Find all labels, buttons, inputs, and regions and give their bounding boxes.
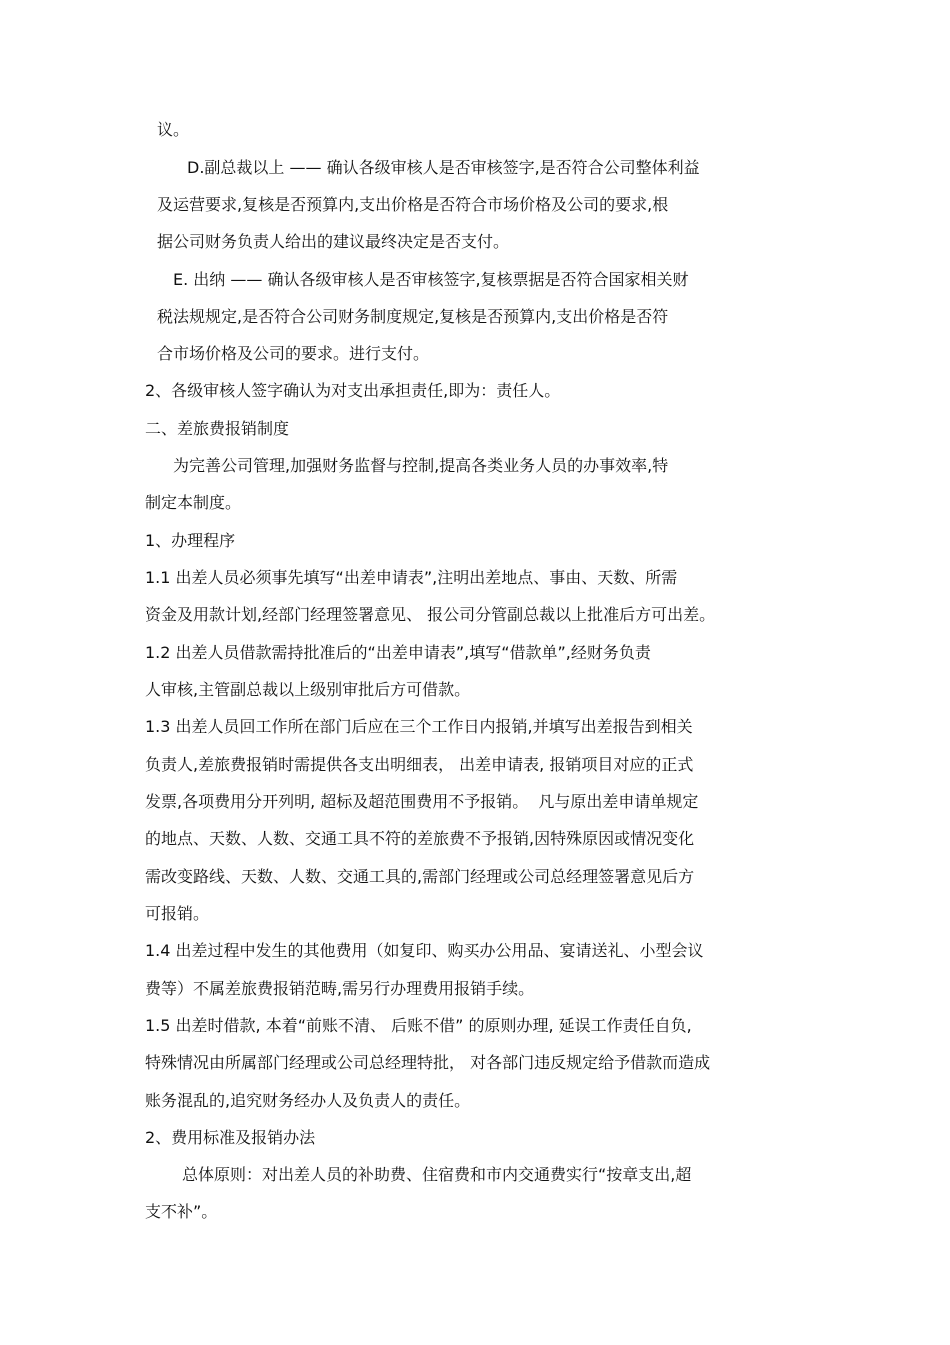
- text-line: 税法规规定,是否符合公司财务制度规定,复核是否预算内,支出价格是否符: [157, 307, 669, 326]
- text-line: 及运营要求,复核是否预算内,支出价格是否符合市场价格及公司的要求,根: [157, 195, 669, 214]
- text-line: 1.2 出差人员借款需持批准后的“出差申请表”,填写“借款单”,经财务负责: [145, 643, 651, 662]
- text-line: 合市场价格及公司的要求。进行支付。: [157, 344, 430, 363]
- text-line: 2、各级审核人签字确认为对支出承担责任,即为：责任人。: [145, 381, 561, 400]
- text-line: 账务混乱的,追究财务经办人及负责人的责任。: [145, 1091, 471, 1110]
- text-line: 据公司财务负责人给出的建议最终决定是否支付。: [157, 232, 510, 251]
- text-line: 的地点、天数、人数、交通工具不符的差旅费不予报销,因特殊原因或情况变化: [145, 829, 695, 848]
- text-line: 1.5 出差时借款, 本着“前账不清、 后账不借” 的原则办理, 延误工作责任自负,: [145, 1016, 692, 1035]
- text-line: 1.4 出差过程中发生的其他费用（如复印、购买办公用品、宴请送礼、小型会议: [145, 941, 704, 960]
- text-line: 议。: [157, 120, 190, 139]
- text-line: 资金及用款计划,经部门经理签署意见、 报公司分管副总裁以上批准后方可出差。: [145, 605, 716, 624]
- text-line: 支不补”。: [145, 1202, 218, 1221]
- text-line: D.副总裁以上 —— 确认各级审核人是否审核签字,是否符合公司整体利益: [187, 158, 700, 177]
- text-line: 发票,各项费用分开列明, 超标及超范围费用不予报销。 凡与原出差申请单规定: [145, 792, 699, 811]
- text-line: 需改变路线、天数、人数、交通工具的,需部门经理或公司总经理签署意见后方: [145, 867, 695, 886]
- text-line: 人审核,主管副总裁以上级别审批后方可借款。: [145, 680, 471, 699]
- text-line: 费等）不属差旅费报销范畴,需另行办理费用报销手续。: [145, 979, 535, 998]
- subsection-heading: 1、办理程序: [145, 531, 236, 550]
- text-line: 制定本制度。: [145, 493, 242, 512]
- subsection-heading: 2、费用标准及报销办法: [145, 1128, 316, 1147]
- text-line: 特殊情况由所属部门经理或公司总经理特批， 对各部门违反规定给予借款而造成: [145, 1053, 711, 1072]
- section-heading: 二、差旅费报销制度: [145, 419, 290, 438]
- text-line: 1.1 出差人员必须事先填写“出差申请表”,注明出差地点、事由、天数、所需: [145, 568, 678, 587]
- text-line: 1.3 出差人员回工作所在部门后应在三个工作日内报销,并填写出差报告到相关: [145, 717, 693, 736]
- text-line: 为完善公司管理,加强财务监督与控制,提高各类业务人员的办事效率,特: [173, 456, 669, 475]
- text-line: 负责人,差旅费报销时需提供各支出明细表， 出差申请表, 报销项目对应的正式: [145, 755, 694, 774]
- text-line: 可报销。: [145, 904, 210, 923]
- text-line: 总体原则：对出差人员的补助费、住宿费和市内交通费实行“按章支出,超: [182, 1165, 692, 1184]
- text-line: E. 出纳 —— 确认各级审核人是否审核签字,复核票据是否符合国家相关财: [173, 270, 689, 289]
